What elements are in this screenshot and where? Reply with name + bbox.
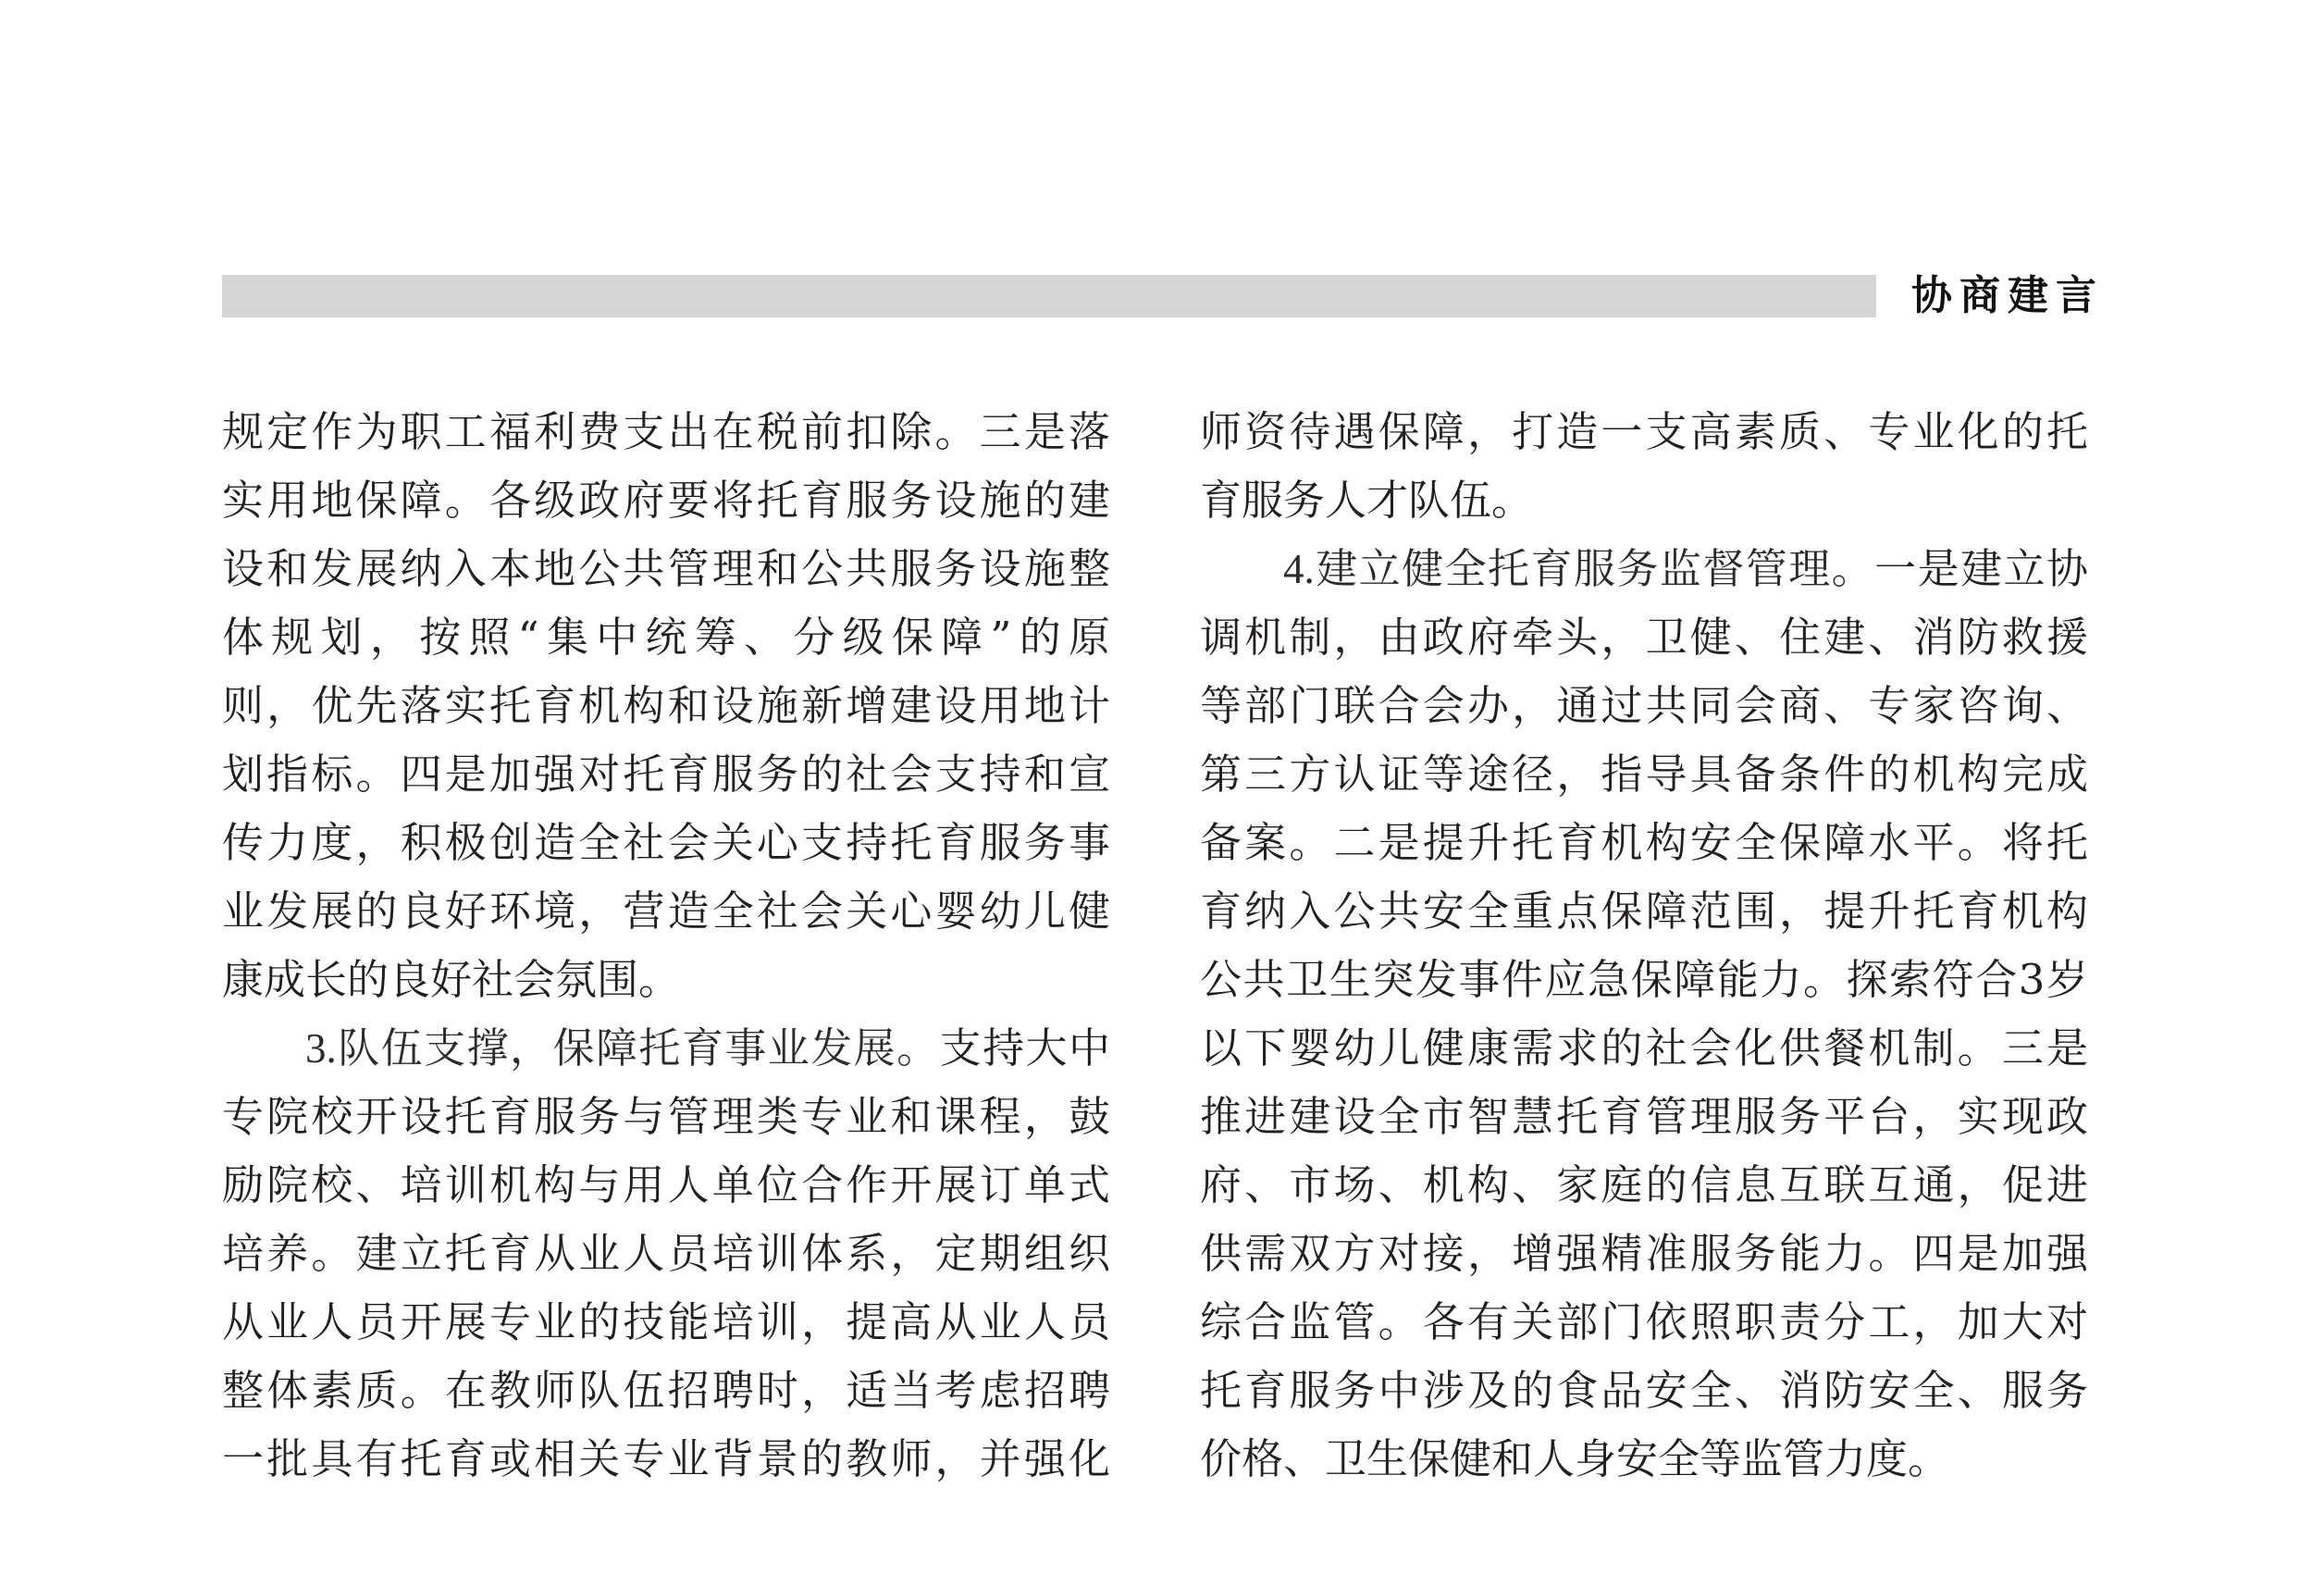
text-line: 康成长的良好社会氛围。 [222,955,681,1004]
text-line: 实用地保障。各级政府要将托育服务设施的建 [222,476,1110,525]
text-line: 师资待遇保障，打造一支高素质、专业化的托 [1200,407,2088,456]
text-line: 传力度，积极创造全社会关心支持托育服务事 [222,818,1110,867]
text-line: 第三方认证等途径，指导具备条件的机构完成 [1200,750,2088,799]
right-column [1200,398,2088,1494]
line-text: 支持大中 [939,1023,1110,1072]
text-line: 以下婴幼儿健康需求的社会化供餐机制。三是 [1200,1023,2088,1072]
text-line: 则，优先落实托育机构和设施新增建设用地计 [222,681,1110,730]
text-line: 等部门联合会办，通过共同会商、专家咨询、 [1200,681,2088,730]
text-line: 综合监管。各有关部门依照职责分工，加大对 [1200,1297,2088,1346]
line-text: 一是建立协 [1874,544,2088,593]
section-heading: 4.建立健全托育服务监督管理。 [1283,546,1875,592]
text-line: 托育服务中涉及的食品安全、消防安全、服务 [1200,1366,2088,1415]
text-line: 从业人员开展专业的技能培训，提高从业人员 [222,1297,1110,1346]
text-line: 划指标。四是加强对托育服务的社会支持和宣 [222,750,1110,799]
text-line: 备案。二是提升托育机构安全保障水平。将托 [1200,818,2088,867]
header-bar [222,275,1876,317]
paragraph [222,398,1110,1014]
text-line: 调机制，由政府牵头，卫健、住建、消防救援 [1200,613,2088,662]
text-line: 育服务人才队伍。 [1200,476,1534,525]
text-line: 体规划，按照“集中统筹、分级保障”的原 [222,613,1110,662]
text-line: 整体素质。在教师队伍招聘时，适当考虑招聘 [222,1366,1110,1415]
paragraph [1200,535,2088,1494]
section-heading: 3.队伍支撑，保障托育事业发展。 [305,1025,940,1072]
text-line: 推进建设全市智慧托育管理服务平台，实现政 [1200,1092,2088,1141]
text-line [1200,535,2088,603]
left-column [222,398,1110,1494]
text-line: 一批具有托育或相关专业背景的教师，并强化 [222,1434,1110,1483]
paragraph [1200,398,2088,535]
text-line: 专院校开设托育服务与管理类专业和课程，鼓 [222,1092,1110,1141]
text-line: 供需双方对接，增强精准服务能力。四是加强 [1200,1229,2088,1278]
paragraph [222,1014,1110,1494]
text-line: 公共卫生突发事件应急保障能力。探索符合3岁 [1200,955,2088,1004]
text-line: 育纳入公共安全重点保障范围，提升托育机构 [1200,886,2088,936]
text-line: 府、市场、机构、家庭的信息互联互通，促进 [1200,1160,2088,1209]
text-line: 设和发展纳入本地公共管理和公共服务设施整 [222,544,1110,593]
text-line: 励院校、培训机构与用人单位合作开展订单式 [222,1160,1110,1209]
text-line: 培养。建立托育从业人员培训体系，定期组织 [222,1229,1110,1278]
section-title: 协商建言 [1911,272,2104,319]
text-line: 价格、卫生保健和人身安全等监管力度。 [1200,1434,1950,1483]
text-line: 规定作为职工福利费支出在税前扣除。三是落 [222,407,1110,456]
text-line [222,1014,1110,1083]
text-line: 业发展的良好环境，营造全社会关心婴幼儿健 [222,886,1110,936]
